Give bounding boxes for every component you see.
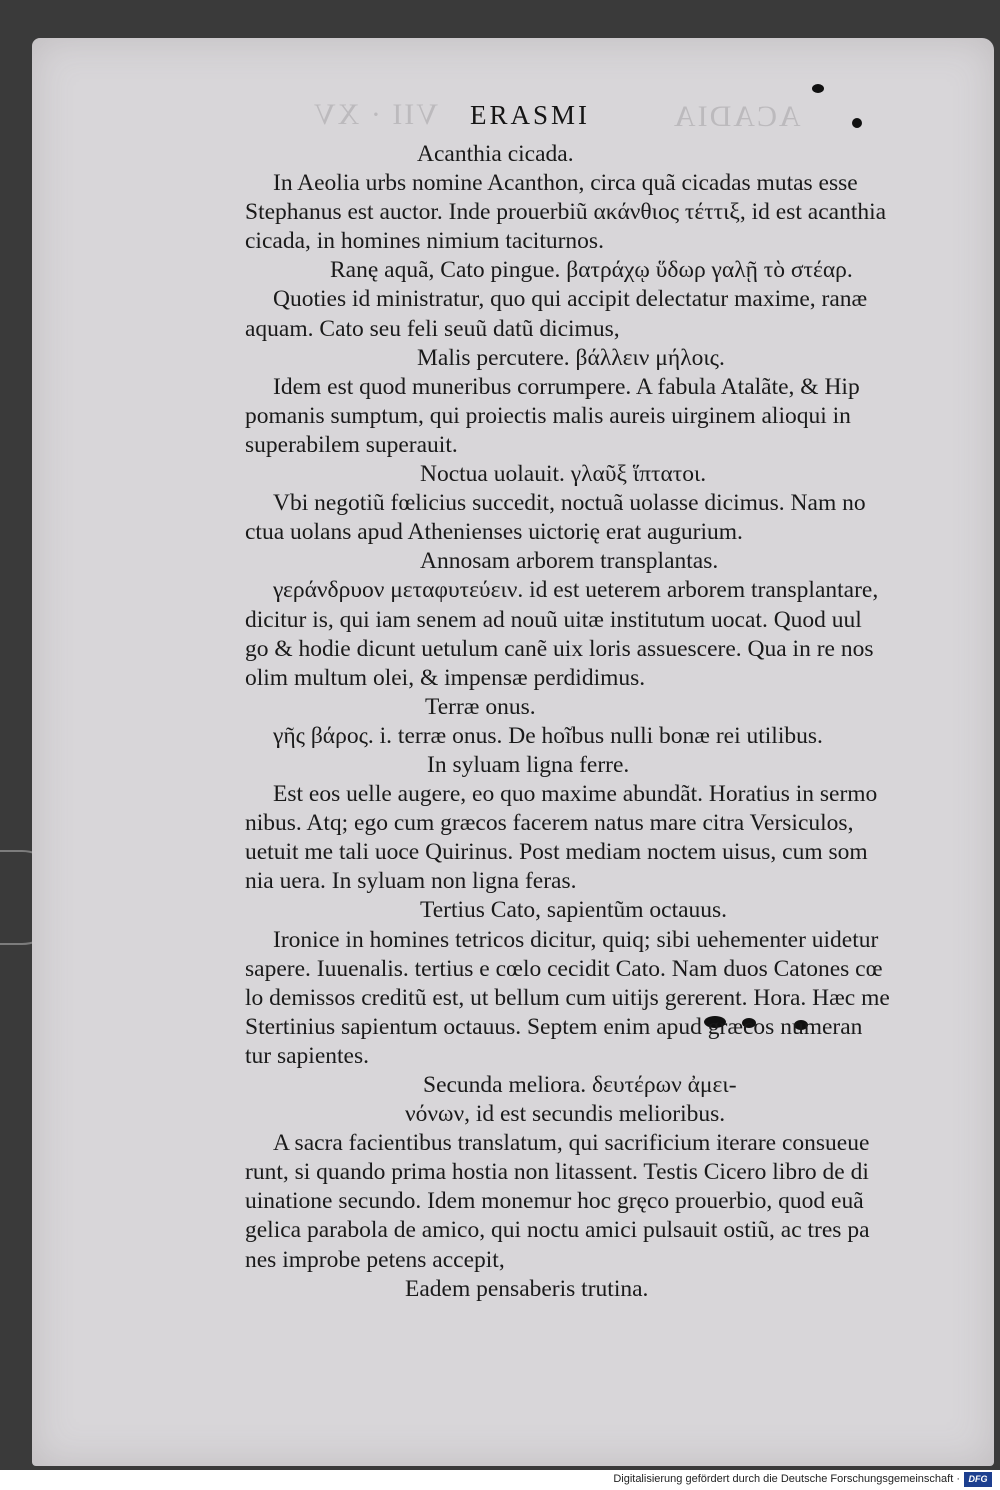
text-line: A sacra facientibus translatum, qui sacrificium iterare consueue xyxy=(273,1130,870,1157)
heading-line: In syluam ligna ferre. xyxy=(427,751,630,778)
page-body xyxy=(245,140,965,1304)
funding-credit: Digitalisierung gefördert durch die Deutsche Forschungsgemeinschaft · xyxy=(613,1473,960,1485)
heading-line: Eadem pensaberis trutina. xyxy=(405,1275,649,1302)
text-line: In Aeolia urbs nomine Acanthon, circa quã cicadas mutas esse xyxy=(273,170,858,197)
text-line: uinatione secundo. Idem monemur hoc gręco prouerbio, quod euã xyxy=(245,1188,864,1215)
text-line: Est eos uelle augere, eo quo maxime abundãt. Horatius in sermo xyxy=(273,781,878,808)
text-line: ctua uolans apud Athenienses uictorię erat augurium. xyxy=(245,519,743,546)
text-line: Ironice in homines tetricos dicitur, quiq; sibi uehementer uidetur xyxy=(273,926,879,953)
bleed-through-text: VII · XV xyxy=(312,98,438,131)
text-line: Idem est quod muneribus corrumpere. A fabula Atalãte, & Hip xyxy=(273,373,860,400)
heading-line: Noctua uolauit. γλαῦξ ἵπτατοι. xyxy=(420,461,707,488)
text-line: lo demissos creditũ est, ut bellum cum uitijs gererent. Hora. Hæc me xyxy=(245,984,890,1011)
text-line: aquam. Cato seu feli seuũ datũ dicimus, xyxy=(245,315,620,342)
text-line: dicitur is, qui iam senem ad nouũ uitæ institutum uocat. Quod uul xyxy=(245,606,862,633)
text-line: runt, si quando prima hostia non litassent. Testis Cicero libro de di xyxy=(245,1159,869,1186)
heading-line: Acanthia cicada. xyxy=(417,141,574,167)
heading-line: Annosam arborem transplantas. xyxy=(420,548,719,575)
text-line: pomanis sumptum, qui proiectis malis aureis uirginem alioqui in xyxy=(245,402,851,429)
text-line: olim multum olei, & impensæ perdidimus. xyxy=(245,664,646,691)
text-line: gelica parabola de amico, qui noctu amici pulsauit ostiũ, ac tres pa xyxy=(245,1217,870,1244)
text-line: sapere. Iuuenalis. tertius e cœlo cecidit Cato. Nam duos Catones cœ xyxy=(245,955,883,982)
text-line: tur sapientes. xyxy=(245,1042,369,1069)
text-line: Vbi negotiũ fœlicius succedit, noctuã uolasse dicimus. Nam no xyxy=(273,490,866,517)
text-line: Quoties id ministratur, quo qui accipit delectatur maxime, ranæ xyxy=(273,286,868,313)
heading-line: Tertius Cato, sapientũm octauus. xyxy=(420,897,728,924)
dfg-logo: DFG xyxy=(964,1472,992,1487)
text-line: nes improbe petens accepit, xyxy=(245,1246,505,1273)
text-line: νόνων, id est secundis melioribus. xyxy=(405,1101,726,1128)
text-line: go & hodie dicunt uetulum canẽ uix loris assuescere. Qua in re nos xyxy=(245,635,874,662)
text-line: superabilem superauit. xyxy=(245,431,458,458)
running-header: ERASMI xyxy=(470,100,591,130)
ink-spot xyxy=(812,84,824,93)
heading-line: Ranę aquã, Cato pingue. βατράχῳ ὕδωρ γαλῇ τὸ στέαρ. xyxy=(330,257,853,284)
text-line: Stephanus est auctor. Inde prouerbiũ ακάνθιος τέττιξ, id est acanthia xyxy=(245,199,887,226)
ink-spot xyxy=(852,118,862,128)
text-line: γῆς βάρος. i. terræ onus. De hoĩbus nulli bonæ rei utilibus. xyxy=(273,722,823,749)
heading-line: Secunda meliora. δευτέρων ἀμει- xyxy=(423,1072,737,1098)
bleed-through-text: ACADIA xyxy=(672,100,801,133)
footer-bar xyxy=(0,1470,1000,1490)
text-line: nia uera. In syluam non ligna feras. xyxy=(245,868,577,895)
heading-line: Malis percutere. βάλλειν μήλοις. xyxy=(417,344,725,371)
text-line: nibus. Atq; ego cum græcos facerem natus mare citra Versiculos, xyxy=(245,810,854,837)
text-line: γεράνδρυον μεταφυτεύειν. id est ueterem arborem transplantare, xyxy=(273,577,879,604)
text-line: uetuit me tali uoce Quirinus. Post mediam noctem uisus, cum som xyxy=(245,839,868,866)
text-line: Stertinius sapientum octauus. Septem enim apud græcos numeran xyxy=(245,1013,863,1040)
heading-line: Terræ onus. xyxy=(425,693,536,720)
text-line: cicada, in homines nimium taciturnos. xyxy=(245,228,604,255)
